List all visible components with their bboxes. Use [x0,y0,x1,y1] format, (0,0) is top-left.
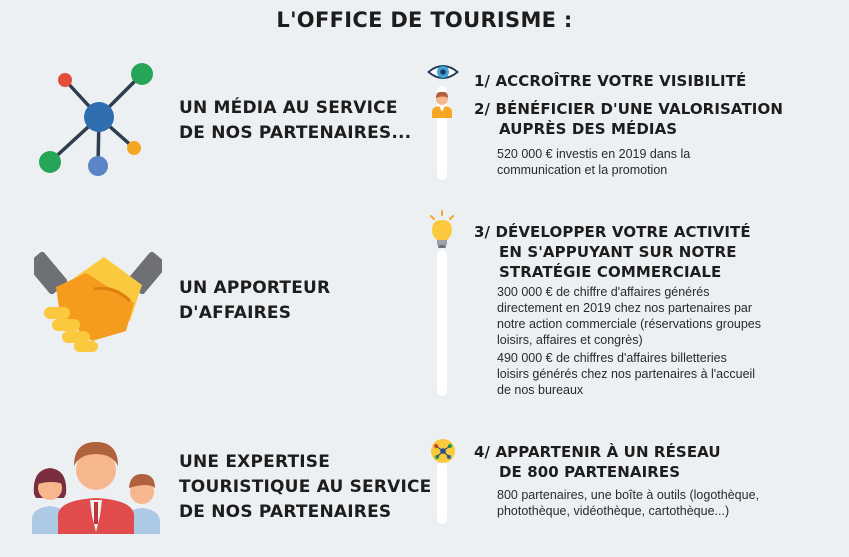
timeline-bar-2 [437,250,447,396]
network-icon [34,60,160,182]
benefit-3-text-2: 490 000 € de chiffres d'affaires billetteries loisirs générés chez nos partenaires à l'accueil de nos bureaux [497,351,756,397]
handshake-icon [34,245,162,357]
benefit-2-text: 520 000 € investis en 2019 dans la communication et la promotion [497,147,691,177]
person-icon [430,90,454,118]
people-icon [28,436,164,534]
pillar-business-label: UN APPORTEUR D'AFFAIRES [179,278,331,323]
benefit-4-heading: 4/ APPARTENIR À UN RÉSEAU DE 800 PARTENAIRES [474,443,721,481]
page-title: L'OFFICE DE TOURISME : [276,8,573,32]
benefit-1-heading: 1/ ACCROÎTRE VOTRE VISIBILITÉ [474,72,747,90]
pillar-expertise-label: UNE EXPERTISE TOURISTIQUE AU SERVICE DE NOS PARTENAIRES [179,452,432,522]
lightbulb-icon [428,210,456,250]
network-badge-icon [430,438,456,464]
benefit-4-text: 800 partenaires, une boîte à outils (logothèque, photothèque, vidéothèque, cartothèque...) [497,488,759,518]
eye-icon [426,62,460,82]
benefit-3-text-1: 300 000 € de chiffre d'affaires générés directement en 2019 chez nos partenaires par notre action commerciale (réservations groupes loisirs, affaires et congrès) [497,285,762,347]
benefit-3-heading: 3/ DÉVELOPPER VOTRE ACTIVITÉ EN S'APPUYANT SUR NOTRE STRATÉGIE COMMERCIALE [474,223,751,281]
benefit-2-heading: 2/ BÉNÉFICIER D'UNE VALORISATION AUPRÈS DES MÉDIAS [474,100,783,138]
timeline-bar-3 [437,462,447,524]
pillar-media-label: UN MÉDIA AU SERVICE DE NOS PARTENAIRES... [179,98,412,143]
